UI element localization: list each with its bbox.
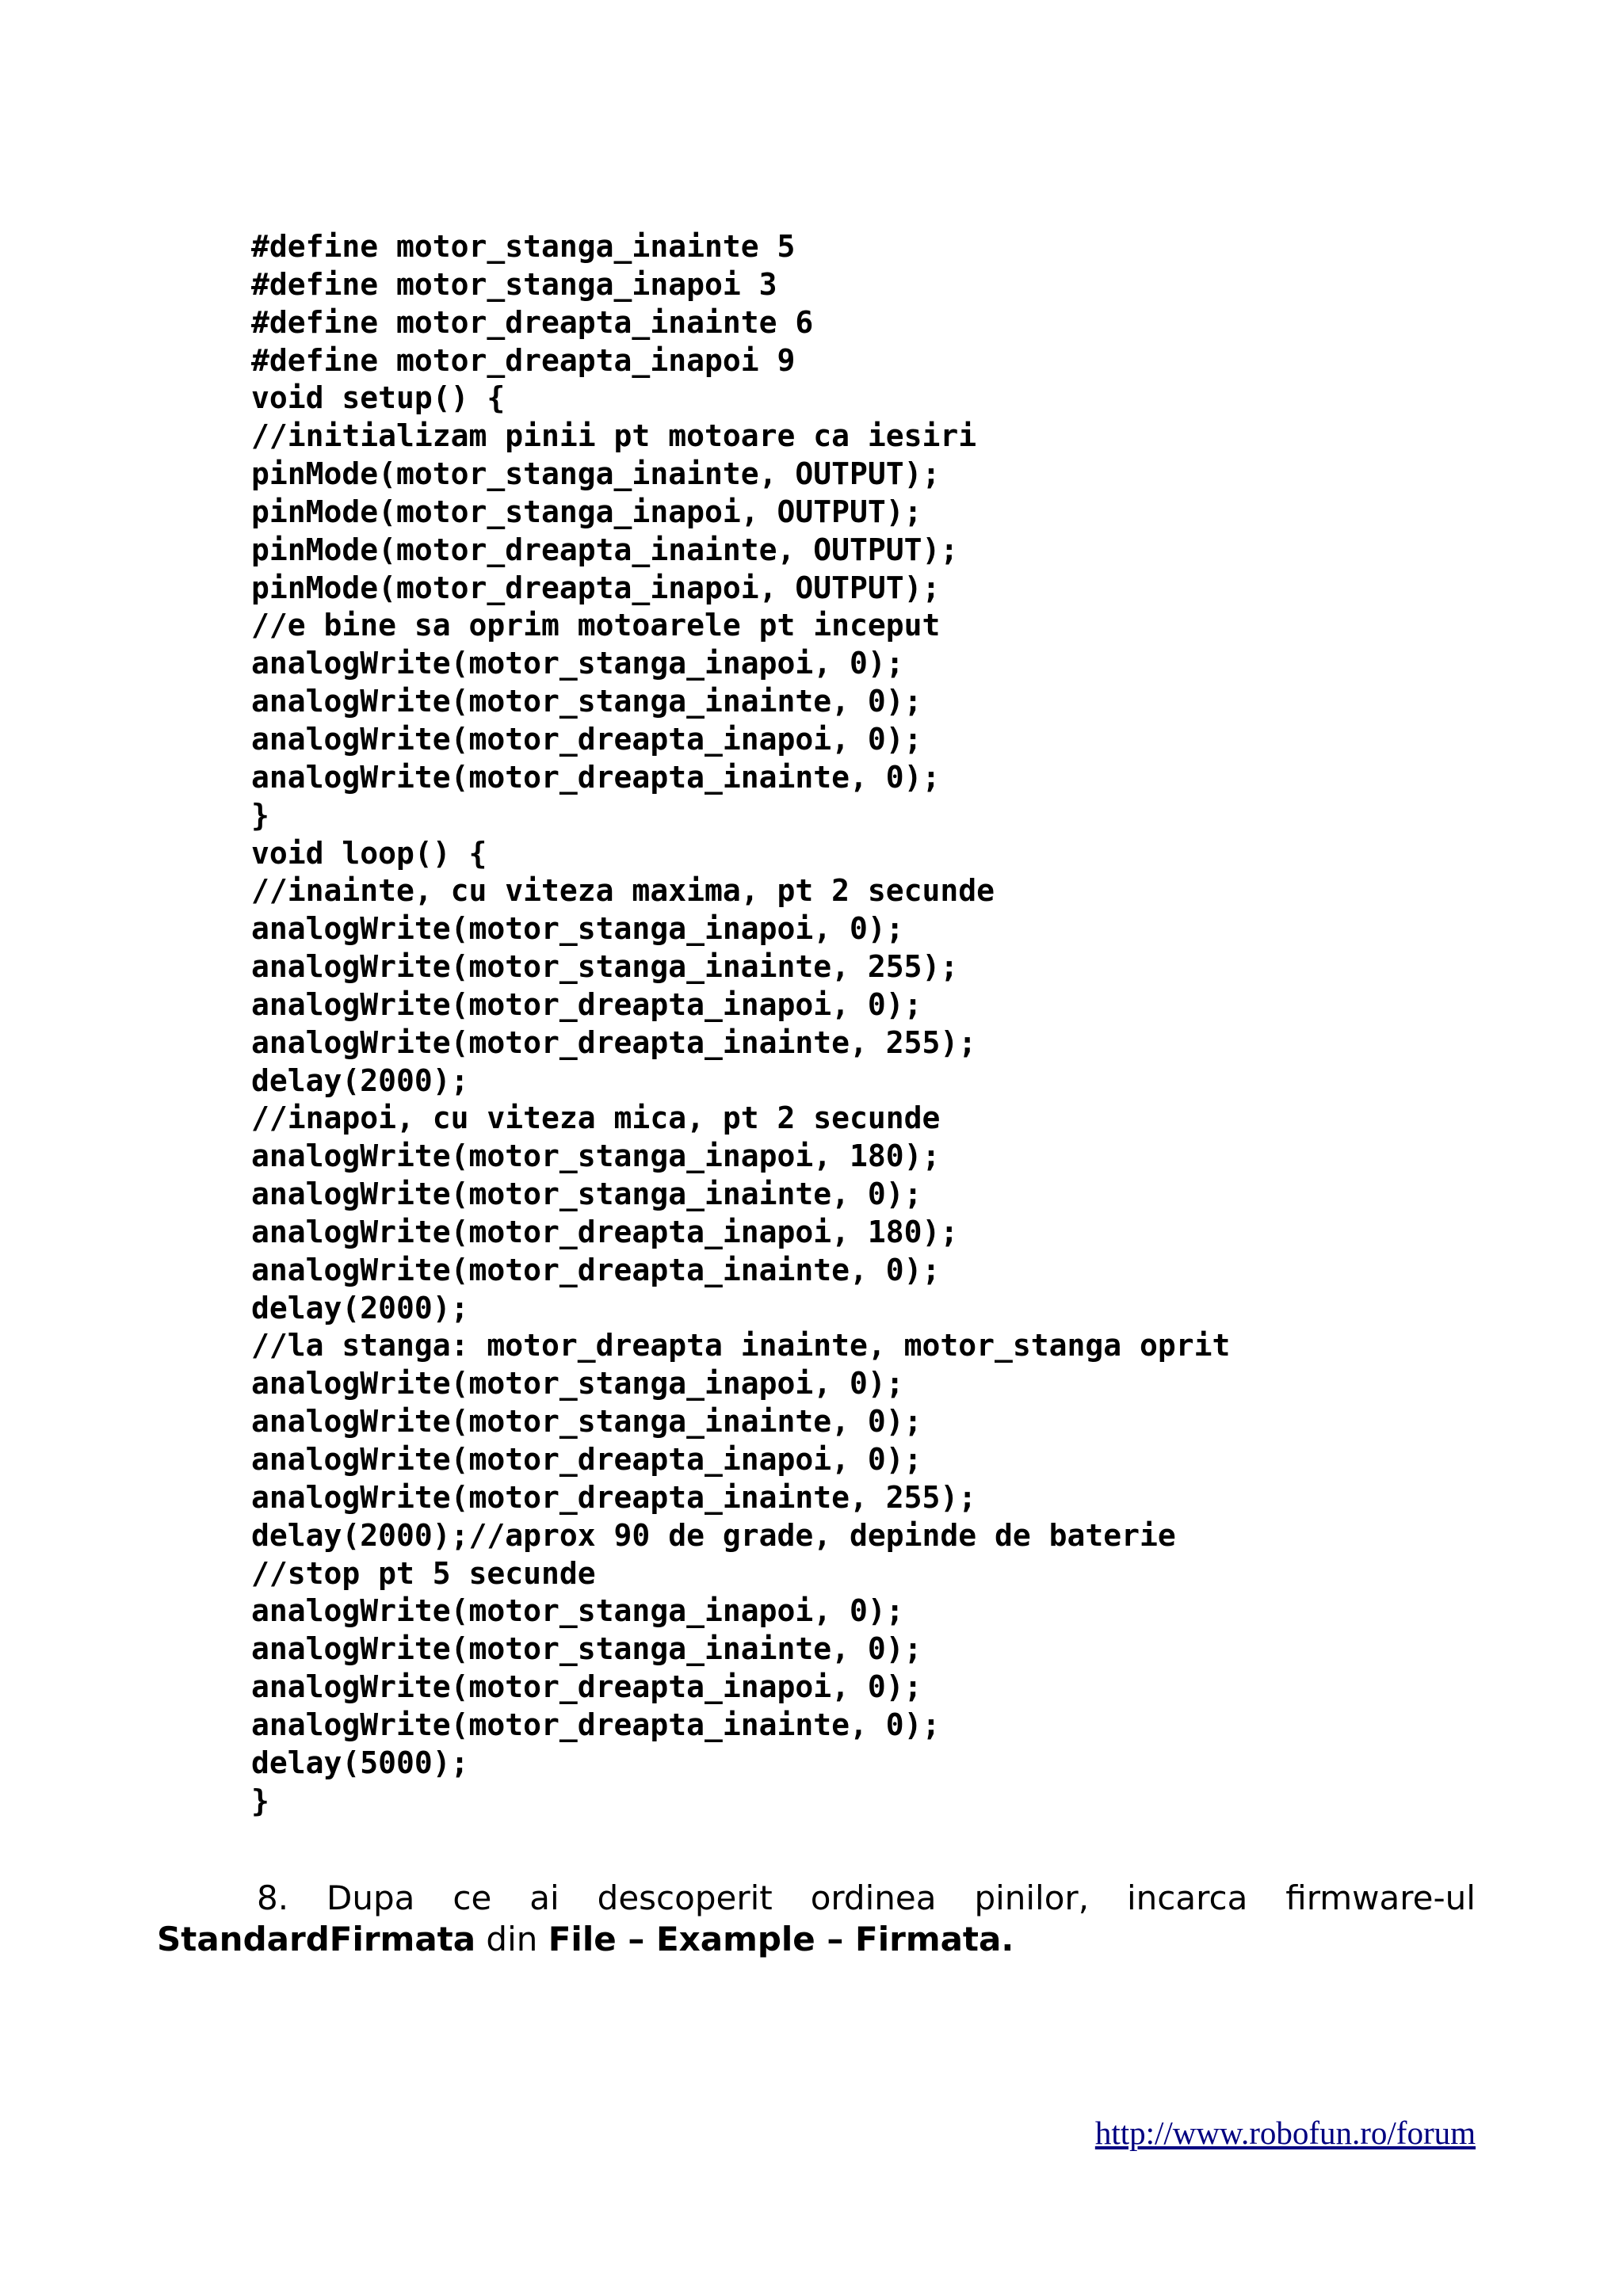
code-line: analogWrite(motor_stanga_inainte, 255);: [251, 949, 959, 985]
code-line: //la stanga: motor_dreapta inainte, motor_stanga oprit: [251, 1328, 1231, 1363]
code-line: analogWrite(motor_stanga_inainte, 0);: [251, 1404, 922, 1440]
step-word: ce: [453, 1878, 492, 1917]
code-line: analogWrite(motor_dreapta_inainte, 0);: [251, 759, 941, 795]
code-line: analogWrite(motor_dreapta_inapoi, 0);: [251, 1669, 922, 1705]
code-line: void setup() {: [251, 380, 506, 416]
code-line: void loop() {: [251, 835, 487, 871]
code-line: analogWrite(motor_dreapta_inapoi, 0);: [251, 1442, 922, 1477]
code-line: }: [251, 797, 269, 833]
code-line: #define motor_stanga_inainte 5: [251, 229, 796, 264]
code-line: analogWrite(motor_dreapta_inainte, 255);: [251, 1479, 977, 1515]
code-line: delay(2000);//aprox 90 de grade, depinde de baterie: [251, 1517, 1176, 1553]
code-line: analogWrite(motor_stanga_inapoi, 0);: [251, 1366, 904, 1402]
code-line: analogWrite(motor_dreapta_inapoi, 0);: [251, 986, 922, 1022]
code-line: pinMode(motor_stanga_inapoi, OUTPUT);: [251, 494, 922, 529]
code-line: delay(5000);: [251, 1745, 469, 1780]
step-line-2: [157, 1919, 1476, 1960]
code-line: #define motor_stanga_inapoi 3: [251, 266, 777, 302]
code-line: //initializam pinii pt motoare ca iesiri: [251, 418, 977, 454]
code-line: analogWrite(motor_dreapta_inainte, 0);: [251, 1707, 941, 1742]
code-listing: [251, 228, 1230, 1820]
step-word: descoperit: [597, 1878, 773, 1917]
code-line: //inapoi, cu viteza mica, pt 2 secunde: [251, 1100, 941, 1136]
code-line: analogWrite(motor_dreapta_inainte, 0);: [251, 1252, 941, 1287]
code-line: analogWrite(motor_dreapta_inapoi, 0);: [251, 721, 922, 757]
step-number: 8.: [257, 1878, 289, 1917]
code-line: pinMode(motor_dreapta_inapoi, OUTPUT);: [251, 570, 941, 605]
code-line: analogWrite(motor_stanga_inapoi, 0);: [251, 646, 904, 681]
code-line: //inainte, cu viteza maxima, pt 2 secunde: [251, 873, 995, 909]
connector-text: din: [475, 1920, 548, 1958]
code-line: analogWrite(motor_dreapta_inapoi, 180);: [251, 1214, 959, 1249]
code-line: analogWrite(motor_dreapta_inainte, 255);: [251, 1024, 977, 1060]
code-line: #define motor_dreapta_inainte 6: [251, 304, 814, 340]
code-line: analogWrite(motor_stanga_inainte, 0);: [251, 1177, 922, 1212]
code-line: pinMode(motor_dreapta_inainte, OUTPUT);: [251, 532, 959, 567]
code-line: }: [251, 1783, 269, 1818]
code-line: analogWrite(motor_stanga_inapoi, 0);: [251, 1593, 904, 1629]
code-line: analogWrite(motor_stanga_inainte, 0);: [251, 1631, 922, 1667]
code-line: analogWrite(motor_stanga_inapoi, 180);: [251, 1138, 941, 1174]
step-word: ai: [529, 1878, 559, 1917]
forum-link[interactable]: http://www.robofun.ro/forum: [1094, 2115, 1476, 2151]
step-paragraph: [157, 1878, 1476, 1960]
code-line: //stop pt 5 secunde: [251, 1555, 596, 1591]
step-word: incarca: [1127, 1878, 1248, 1917]
code-line: delay(2000);: [251, 1290, 469, 1325]
step-word: firmware-ul: [1285, 1878, 1476, 1917]
code-line: analogWrite(motor_stanga_inapoi, 0);: [251, 911, 904, 947]
code-line: analogWrite(motor_stanga_inainte, 0);: [251, 684, 922, 719]
code-line: //e bine sa oprim motoarele pt inceput: [251, 608, 941, 643]
menu-path: File – Example – Firmata.: [548, 1920, 1014, 1958]
step-word: pinilor,: [974, 1878, 1090, 1917]
firmware-name: StandardFirmata: [157, 1920, 476, 1958]
code-line: #define motor_dreapta_inapoi 9: [251, 342, 796, 378]
step-word: Dupa: [327, 1878, 415, 1917]
step-word: ordinea: [810, 1878, 937, 1917]
step-line-1: [157, 1878, 1476, 1919]
code-line: pinMode(motor_stanga_inainte, OUTPUT);: [251, 456, 941, 492]
code-line: delay(2000);: [251, 1062, 469, 1098]
